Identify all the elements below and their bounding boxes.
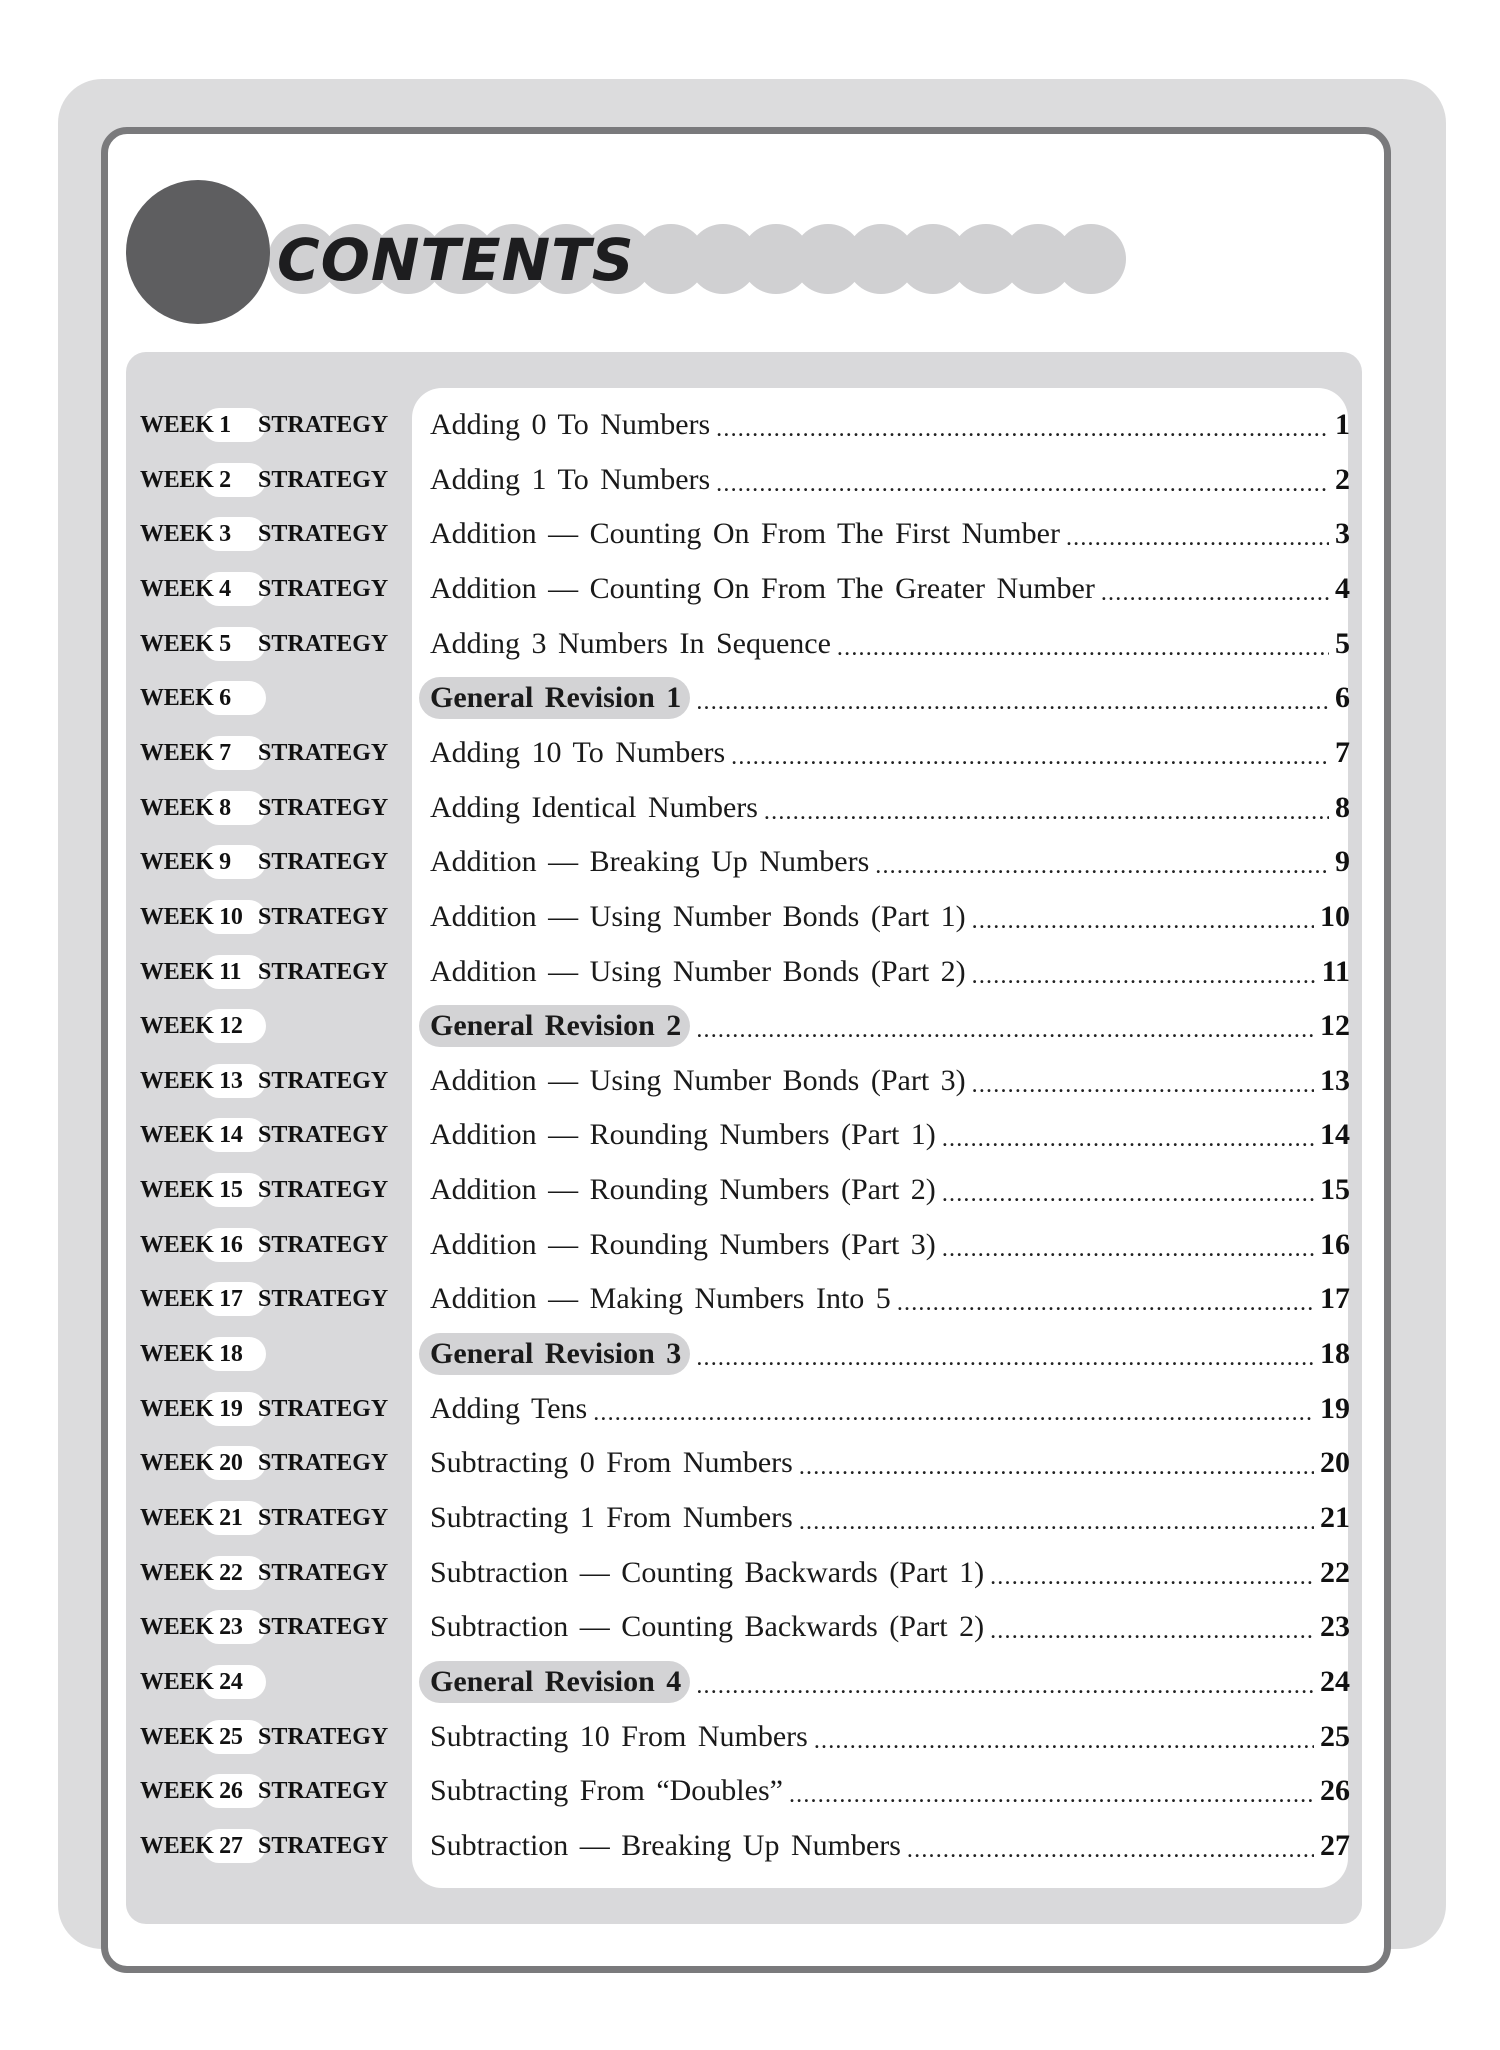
- entry-title[interactable]: Subtraction — Breaking Up Numbers: [430, 1828, 901, 1862]
- strategy-label: STRATEGY: [258, 849, 389, 876]
- week-cell: [140, 1446, 258, 1480]
- revision-title[interactable]: General Revision 2: [419, 1005, 690, 1047]
- strategy-label: STRATEGY: [258, 903, 389, 930]
- week-label: WEEK 19: [140, 1395, 243, 1422]
- week-cell: [140, 1774, 258, 1808]
- page-number[interactable]: 20: [1320, 1446, 1350, 1480]
- toc-row[interactable]: [0, 890, 1500, 944]
- header-circle-icon: [126, 180, 270, 324]
- week-label: WEEK 23: [140, 1614, 243, 1641]
- toc-entry[interactable]: [430, 671, 1350, 725]
- page-title: CONTENTS: [277, 226, 635, 294]
- week-label: WEEK 10: [140, 903, 243, 930]
- week-label: WEEK 12: [140, 1013, 243, 1040]
- week-cell: [140, 517, 258, 551]
- strategy-label: STRATEGY: [258, 1505, 389, 1531]
- strategy-label: STRATEGY: [258, 958, 389, 985]
- page-number[interactable]: 15: [1320, 1173, 1350, 1207]
- dot-leader: [789, 1771, 1314, 1811]
- week-cell: [140, 1228, 258, 1262]
- toc-entry[interactable]: [430, 1054, 1350, 1108]
- strategy-label: STRATEGY: [258, 739, 389, 766]
- week-label: WEEK 17: [140, 1286, 243, 1313]
- strategy-label: STRATEGY: [258, 1395, 389, 1422]
- toc-row[interactable]: [0, 617, 1500, 671]
- week-label: WEEK 7: [140, 739, 231, 766]
- page-number[interactable]: 10: [1320, 899, 1350, 933]
- strategy-label: STRATEGY: [258, 1067, 389, 1094]
- week-label: WEEK 27: [140, 1832, 243, 1859]
- toc-row[interactable]: [0, 1327, 1500, 1381]
- week-cell: [140, 1337, 258, 1371]
- week-cell: [140, 408, 258, 442]
- revision-title[interactable]: General Revision 1: [419, 677, 690, 719]
- page-number[interactable]: 3: [1335, 517, 1350, 551]
- toc-row[interactable]: [0, 1819, 1500, 1873]
- toc-entry[interactable]: [430, 1218, 1350, 1272]
- week-cell: [140, 845, 258, 879]
- strategy-label: STRATEGY: [258, 1122, 389, 1149]
- toc-row[interactable]: [0, 398, 1500, 452]
- week-label: WEEK 15: [140, 1177, 243, 1204]
- week-label: WEEK 8: [140, 794, 231, 821]
- entry-title[interactable]: Adding Tens: [430, 1391, 588, 1425]
- week-cell: [140, 900, 258, 934]
- week-cell: [140, 736, 258, 770]
- dot-leader: [799, 1443, 1314, 1483]
- entry-title[interactable]: Addition — Breaking Up Numbers: [430, 845, 870, 879]
- strategy-label: STRATEGY: [258, 1832, 389, 1859]
- page-number[interactable]: 1: [1335, 408, 1350, 441]
- dot-leader: [799, 1498, 1314, 1538]
- dot-leader: [696, 1006, 1314, 1046]
- strategy-label: STRATEGY: [258, 1559, 389, 1586]
- page-number[interactable]: 2: [1335, 462, 1350, 496]
- toc-entry[interactable]: [430, 1655, 1350, 1709]
- page-number[interactable]: 14: [1320, 1118, 1350, 1152]
- week-cell: [140, 791, 258, 825]
- week-cell: [140, 1665, 258, 1699]
- week-cell: [140, 681, 258, 715]
- page-number[interactable]: 16: [1320, 1227, 1350, 1261]
- toc-entry[interactable]: [430, 1108, 1350, 1162]
- week-label: WEEK 21: [140, 1505, 243, 1531]
- dot-leader: [942, 1225, 1314, 1265]
- toc-row[interactable]: [0, 726, 1500, 780]
- week-cell: [140, 463, 258, 497]
- dot-leader: [1101, 569, 1329, 609]
- toc-entry[interactable]: [430, 945, 1350, 999]
- dot-leader: [897, 1279, 1314, 1319]
- dot-leader: [593, 1389, 1314, 1429]
- dot-leader: [696, 1334, 1314, 1374]
- page-number[interactable]: 26: [1320, 1774, 1350, 1808]
- entry-title[interactable]: Subtracting 0 From Numbers: [430, 1446, 793, 1480]
- toc-row[interactable]: [0, 507, 1500, 561]
- dot-leader: [972, 1061, 1314, 1101]
- toc-row[interactable]: [0, 1710, 1500, 1764]
- toc-row[interactable]: [0, 1600, 1500, 1654]
- entry-title[interactable]: Subtracting From “Doubles”: [430, 1774, 783, 1808]
- strategy-label: STRATEGY: [258, 1723, 389, 1750]
- dot-leader: [814, 1717, 1314, 1757]
- week-label: WEEK 6: [140, 685, 231, 712]
- dot-leader: [696, 678, 1329, 718]
- toc-row[interactable]: [0, 945, 1500, 999]
- page-number[interactable]: 13: [1320, 1063, 1350, 1097]
- page-number[interactable]: 6: [1335, 681, 1350, 715]
- dot-leader: [990, 1553, 1314, 1593]
- entry-title[interactable]: Addition — Using Number Bonds (Part 2): [430, 954, 966, 988]
- toc-entry[interactable]: [430, 1546, 1350, 1600]
- decorative-circle-icon: [1056, 224, 1126, 294]
- toc-row[interactable]: [0, 1546, 1500, 1600]
- entry-title[interactable]: Adding 1 To Numbers: [430, 462, 711, 496]
- strategy-label: STRATEGY: [258, 630, 389, 657]
- week-cell: [140, 572, 258, 606]
- toc-entry[interactable]: [430, 1491, 1350, 1545]
- strategy-label: STRATEGY: [258, 575, 389, 602]
- toc-entry[interactable]: [430, 507, 1350, 561]
- page-number[interactable]: 12: [1320, 1009, 1350, 1043]
- toc-row[interactable]: [0, 835, 1500, 889]
- dot-leader: [731, 733, 1329, 773]
- strategy-label: STRATEGY: [258, 1614, 389, 1641]
- week-cell: [140, 955, 258, 989]
- strategy-label: STRATEGY: [258, 1778, 389, 1805]
- toc-row[interactable]: [0, 1655, 1500, 1709]
- dot-leader: [837, 624, 1329, 664]
- toc-entry[interactable]: [430, 890, 1350, 944]
- toc-row[interactable]: [0, 671, 1500, 725]
- toc-entry[interactable]: [430, 1163, 1350, 1217]
- page-number[interactable]: 17: [1320, 1282, 1350, 1316]
- entry-title[interactable]: Adding Identical Numbers: [430, 790, 758, 824]
- page-number[interactable]: 22: [1320, 1555, 1350, 1589]
- entry-title[interactable]: Addition — Making Numbers Into 5: [430, 1282, 891, 1316]
- week-label: WEEK 24: [140, 1668, 243, 1695]
- week-label: WEEK 26: [140, 1778, 243, 1805]
- revision-title[interactable]: General Revision 4: [419, 1661, 690, 1703]
- week-cell: [140, 1064, 258, 1098]
- entry-title[interactable]: Subtracting 1 From Numbers: [430, 1501, 793, 1534]
- week-cell: [140, 1173, 258, 1207]
- toc-entry[interactable]: [430, 999, 1350, 1053]
- toc-entry[interactable]: [430, 1382, 1350, 1436]
- week-label: WEEK 3: [140, 521, 231, 548]
- page-number[interactable]: 21: [1320, 1501, 1350, 1534]
- entry-title[interactable]: Adding 3 Numbers In Sequence: [430, 626, 831, 660]
- toc-entry[interactable]: [430, 617, 1350, 671]
- page-number[interactable]: 4: [1335, 571, 1350, 605]
- dot-leader: [907, 1826, 1314, 1866]
- strategy-label: STRATEGY: [258, 466, 389, 493]
- week-cell: [140, 1009, 258, 1043]
- toc-entry[interactable]: [430, 1272, 1350, 1326]
- toc-row[interactable]: [0, 1218, 1500, 1272]
- toc-row[interactable]: [0, 1108, 1500, 1162]
- entry-title[interactable]: Adding 0 To Numbers: [430, 408, 711, 441]
- entry-title[interactable]: Subtraction — Counting Backwards (Part 2): [430, 1610, 985, 1644]
- strategy-label: STRATEGY: [258, 521, 389, 548]
- week-cell: [140, 1118, 258, 1152]
- week-cell: [140, 1392, 258, 1426]
- dot-leader: [1066, 514, 1329, 554]
- page-number[interactable]: 8: [1335, 790, 1350, 824]
- strategy-label: STRATEGY: [258, 1231, 389, 1258]
- week-label: WEEK 16: [140, 1231, 243, 1258]
- toc-entry[interactable]: [430, 1436, 1350, 1490]
- toc-entry[interactable]: [430, 781, 1350, 835]
- toc-row[interactable]: [0, 1163, 1500, 1217]
- entry-title[interactable]: Addition — Rounding Numbers (Part 1): [430, 1118, 936, 1152]
- toc-entry[interactable]: [430, 1327, 1350, 1381]
- week-label: WEEK 2: [140, 466, 231, 493]
- strategy-label: STRATEGY: [258, 412, 389, 438]
- entry-title[interactable]: Addition — Rounding Numbers (Part 2): [430, 1173, 936, 1207]
- week-label: WEEK 14: [140, 1122, 243, 1149]
- toc-row[interactable]: [0, 453, 1500, 507]
- toc-entry[interactable]: [430, 562, 1350, 616]
- entry-title[interactable]: Subtracting 10 From Numbers: [430, 1719, 808, 1753]
- dot-leader: [716, 405, 1329, 445]
- entry-title[interactable]: Subtraction — Counting Backwards (Part 1): [430, 1555, 985, 1589]
- week-cell: [140, 1501, 258, 1535]
- toc-row[interactable]: [0, 1436, 1500, 1490]
- dot-leader: [764, 788, 1329, 828]
- toc-row[interactable]: [0, 781, 1500, 835]
- dot-leader: [875, 842, 1329, 882]
- toc-entry[interactable]: [430, 453, 1350, 507]
- week-label: WEEK 1: [140, 412, 231, 438]
- toc-row[interactable]: [0, 999, 1500, 1053]
- dot-leader: [990, 1607, 1314, 1647]
- page-number[interactable]: 19: [1320, 1391, 1350, 1425]
- page-number[interactable]: 7: [1335, 735, 1350, 769]
- week-label: WEEK 22: [140, 1559, 243, 1586]
- week-label: WEEK 25: [140, 1723, 243, 1750]
- week-cell: [140, 1610, 258, 1644]
- week-label: WEEK 11: [140, 958, 242, 985]
- page-number[interactable]: 9: [1335, 845, 1350, 879]
- page-number[interactable]: 27: [1320, 1828, 1350, 1862]
- toc-row[interactable]: [0, 1382, 1500, 1436]
- page-number[interactable]: 18: [1320, 1337, 1350, 1371]
- page-number[interactable]: 11: [1321, 954, 1350, 988]
- dot-leader: [716, 460, 1329, 500]
- toc-row[interactable]: [0, 1764, 1500, 1818]
- entry-title[interactable]: Addition — Rounding Numbers (Part 3): [430, 1227, 936, 1261]
- toc-row[interactable]: [0, 1054, 1500, 1108]
- toc-entry[interactable]: [430, 1819, 1350, 1873]
- week-label: WEEK 5: [140, 630, 231, 657]
- week-label: WEEK 18: [140, 1341, 243, 1368]
- toc-entry[interactable]: [430, 1710, 1350, 1764]
- toc-entry[interactable]: [430, 398, 1350, 452]
- dot-leader: [972, 897, 1314, 937]
- week-label: WEEK 13: [140, 1067, 243, 1094]
- entry-title[interactable]: Addition — Using Number Bonds (Part 3): [430, 1063, 966, 1097]
- entry-title[interactable]: Addition — Counting On From The Greater Number: [430, 571, 1095, 605]
- week-label: WEEK 4: [140, 575, 231, 602]
- week-cell: [140, 1282, 258, 1316]
- toc-entry[interactable]: [430, 835, 1350, 889]
- dot-leader: [696, 1662, 1314, 1702]
- entry-title[interactable]: Addition — Using Number Bonds (Part 1): [430, 899, 966, 933]
- toc-entry[interactable]: [430, 1764, 1350, 1818]
- page-number[interactable]: 23: [1320, 1610, 1350, 1644]
- dot-leader: [942, 1170, 1314, 1210]
- dot-leader: [972, 952, 1316, 992]
- strategy-label: STRATEGY: [258, 1286, 389, 1313]
- page-number[interactable]: 25: [1320, 1719, 1350, 1753]
- toc-row[interactable]: [0, 1272, 1500, 1326]
- page-number[interactable]: 5: [1335, 626, 1350, 660]
- week-label: WEEK 9: [140, 849, 231, 876]
- week-cell: [140, 1720, 258, 1754]
- week-label: WEEK 20: [140, 1450, 243, 1477]
- revision-title[interactable]: General Revision 3: [419, 1333, 690, 1375]
- week-cell: [140, 1556, 258, 1590]
- week-cell: [140, 627, 258, 661]
- entry-title[interactable]: Addition — Counting On From The First Number: [430, 517, 1060, 551]
- toc-entry[interactable]: [430, 1600, 1350, 1654]
- strategy-label: STRATEGY: [258, 1177, 389, 1204]
- dot-leader: [942, 1115, 1314, 1155]
- strategy-label: STRATEGY: [258, 794, 389, 821]
- strategy-label: STRATEGY: [258, 1450, 389, 1477]
- week-cell: [140, 1829, 258, 1863]
- entry-title[interactable]: Adding 10 To Numbers: [430, 735, 726, 769]
- toc-entry[interactable]: [430, 726, 1350, 780]
- toc-row[interactable]: [0, 562, 1500, 616]
- page-number[interactable]: 24: [1320, 1664, 1350, 1698]
- toc-row[interactable]: [0, 1491, 1500, 1545]
